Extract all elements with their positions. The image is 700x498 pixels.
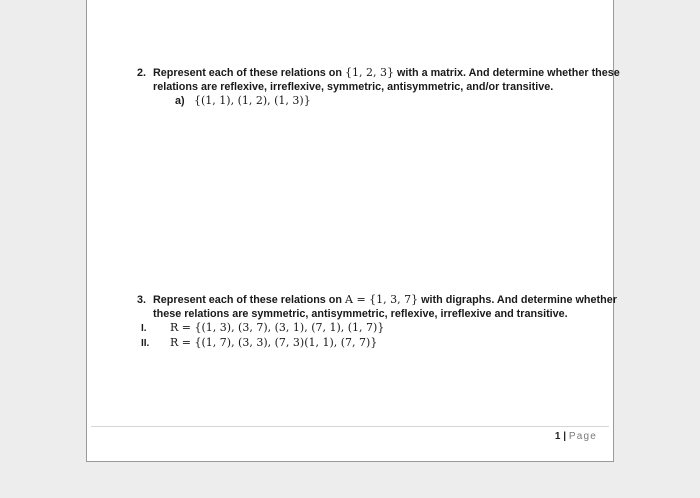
question-3-item-1: [141, 321, 612, 336]
question-3-set: A = {1, 3, 7}: [345, 293, 419, 306]
question-3-text-pre: Represent each of these relations on: [153, 294, 345, 306]
page-footer: [555, 431, 597, 442]
question-3-item-2: [141, 336, 612, 351]
item-1-label: I.: [141, 323, 147, 334]
question-3-number: 3.: [137, 294, 147, 306]
question-3-line-2: these relations are symmetric, antisymmetric, reflexive, irreflexive and transitive.: [153, 308, 568, 320]
item-1-relation: R = {(1, 3), (3, 7), (3, 1), (7, 1), (1, 7)}: [170, 321, 385, 334]
question-2-number: 2.: [137, 67, 147, 79]
document-page: [86, 0, 620, 462]
question-2-part-a: [175, 94, 612, 108]
part-a-relation: {(1, 1), (1, 2), (1, 3)}: [194, 94, 311, 107]
part-a-label: a): [175, 95, 185, 107]
question-2-text-post: with a matrix. And determine whether these: [393, 67, 620, 79]
item-2-relation: R = {(1, 7), (3, 3), (7, 3)(1, 1), (7, 7)}: [170, 336, 378, 349]
question-2-line-1: [153, 66, 620, 80]
question-2-line-2: relations are reflexive, irreflexive, symmetric, antisymmetric, and/or transitive.: [153, 81, 554, 93]
item-2-label: II.: [141, 338, 150, 349]
question-3-line-1: [153, 293, 617, 307]
footer-divider: [91, 426, 609, 427]
question-3: [137, 293, 617, 351]
page-label: Page: [568, 431, 597, 442]
footer-separator: |: [560, 431, 569, 442]
question-2-set: {1, 2, 3}: [345, 66, 394, 79]
question-3-text-post: with digraphs. And determine whether: [418, 294, 617, 306]
question-2: [137, 66, 620, 108]
page-number: 1: [554, 431, 561, 442]
question-2-text-pre: Represent each of these relations on: [153, 67, 345, 79]
